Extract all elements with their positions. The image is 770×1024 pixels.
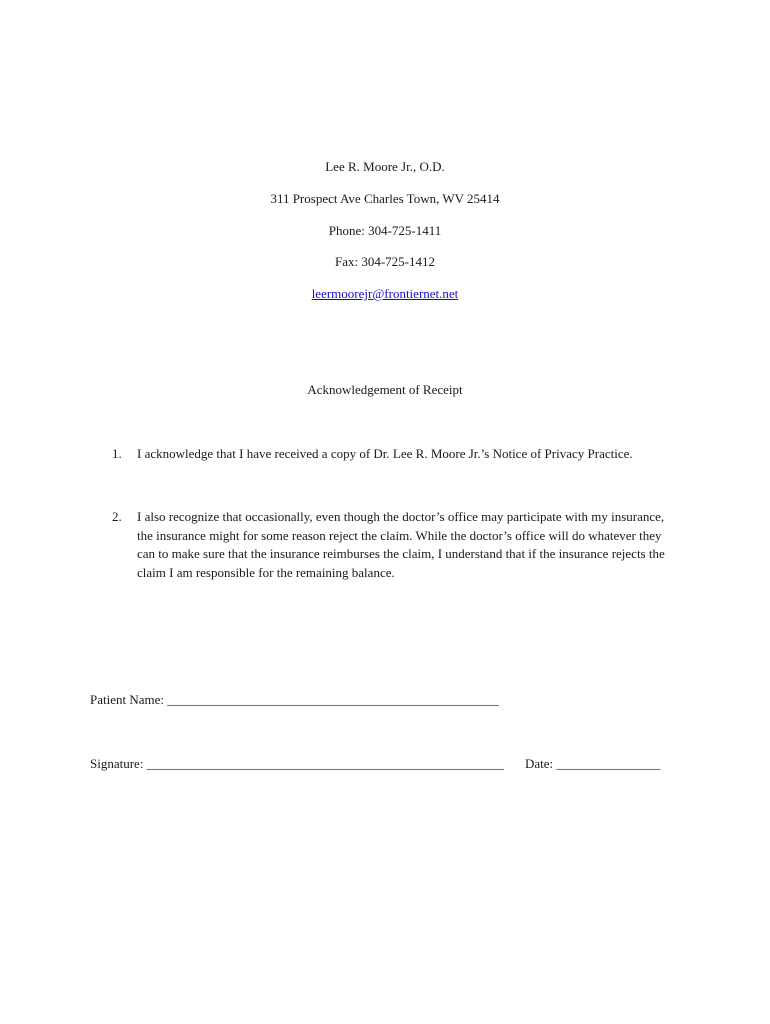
- signature-field[interactable]: Signature: _______________________________________________________: [90, 756, 505, 771]
- date-field[interactable]: Date: ________________: [525, 756, 661, 771]
- email-line: [0, 286, 770, 302]
- office-fax: Fax: 304-725-1412: [334, 254, 436, 269]
- list-item: [112, 508, 682, 582]
- office-phone: Phone: 304-725-1411: [328, 223, 442, 238]
- office-address: 311 Prospect Ave Charles Town, WV 25414: [270, 191, 500, 206]
- document-title: Acknowledgement of Receipt: [307, 382, 463, 397]
- list-item-number: 1.: [112, 446, 122, 461]
- list-item: [112, 445, 682, 464]
- list-item-text: I acknowledge that I have received a copy of Dr. Lee R. Moore Jr.’s Notice of Privacy Practice.: [137, 446, 633, 461]
- list-item-number: 2.: [112, 509, 122, 524]
- doctor-name: Lee R. Moore Jr., O.D.: [325, 159, 445, 174]
- list-item-text: I also recognize that occasionally, even though the doctor’s office may participate with my insurance, the insurance might for some reason reject the claim. While the doctor’s office will do whatever they can to make sure that the insurance reimburses the claim, I understand that if the insurance rejects the claim I am responsible for the remaining balance.: [137, 509, 665, 580]
- patient-name-field[interactable]: Patient Name: ___________________________________________________: [90, 692, 499, 707]
- email-link[interactable]: leermoorejr@frontiernet.net: [311, 286, 459, 301]
